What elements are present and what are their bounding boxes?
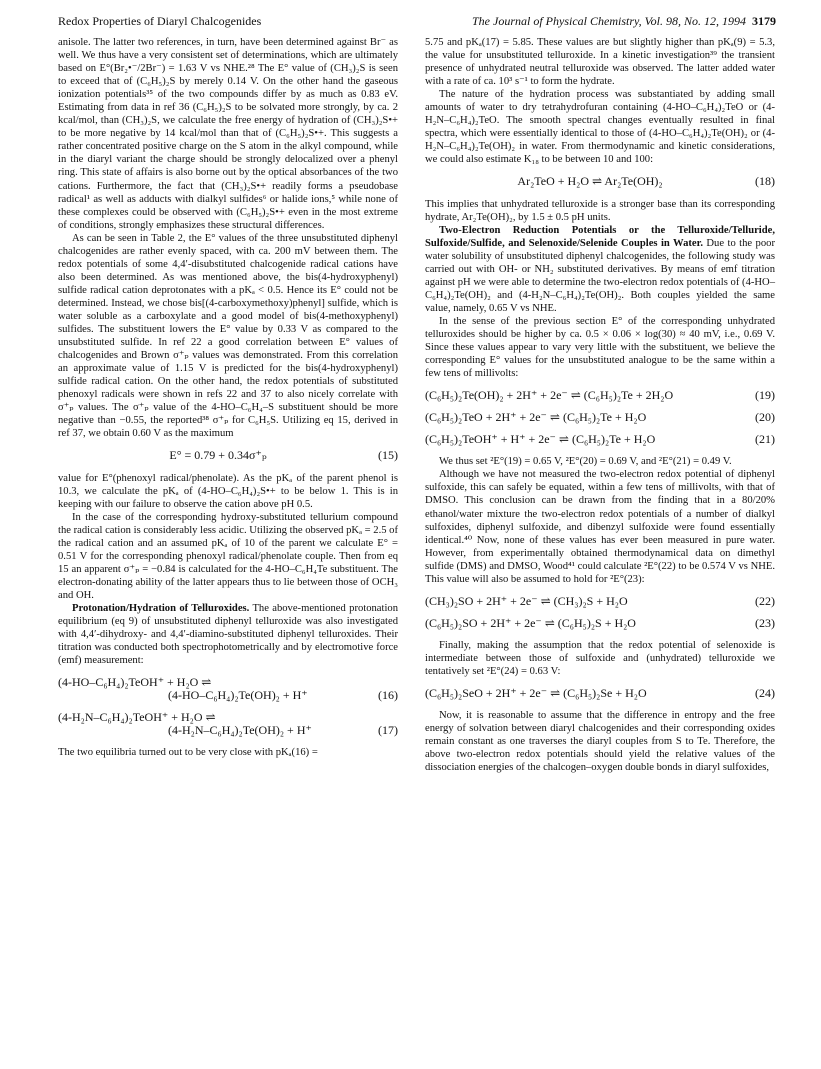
equation-body: E° = 0.79 + 0.34σ⁺ₚ: [169, 448, 267, 463]
paragraph: Now, it is reasonable to assume that the difference in entropy and the free energy of solvation between diaryl chalcogenides and their corresponding oxides remain constant as one traverses the diaryl couples from S to Te. Therefore, the above two-electron redox potentials should yield the relative values of the dissociation energies of the chalcogen–oxygen double bonds in diaryl sulfoxides,: [425, 710, 775, 774]
equation-body: (C₆H₅)₂Te(OH)₂ + 2H⁺ + 2e⁻ ⇌ (C₆H₅)₂Te + 2H₂O: [425, 388, 674, 403]
paragraph-text: The above-mentioned protonation equilibrium (eq 9) of unsubstituted diphenyl telluroxide was also investigated with 4,4′-dihydroxy- and 4,4′-diamino-substituted diphenyl telluroxides. Their titration was conducted both spectrophotometrically and by electromotive force (emf) measurement:: [58, 602, 398, 667]
paragraph: This implies that unhydrated telluroxide is a stronger base than its corresponding hydrate, Ar₂Te(OH)₂, by 1.5 ± 0.5 pH units.: [425, 198, 775, 223]
paragraph: anisole. The latter two references, in turn, have been determined against Br⁻ as well. We thus have a very consistent set of determinations, which are ultimately based on E°(Br₂•⁻/2Br⁻) = 1.63 V vs NHE.²⁸ The E° value of (CH₃)₂S is seen to exceed that of (C₆H₅)₂S by merely 0.14 V. On the other hand the gaseous ionization potentials³⁵ of the two compounds differ by as much as 0.83 eV. Estimating from data in ref 36 (C₆H₅)₂S to be solvated more strongly, by ca. 2 kcal/mol, than (CH₃)₂S, we calculate the free energy of hydration of (CH₃)₂S•+ to be more negative by 14 kcal/mol than that of (C₆H₅)₂S•+. This suggests a rather concentrated positive charge on the S atom in the alkyl compound, while in the diaryl variant the charge should be strongly delocalized over a phenyl ring. This state of affairs is also borne out by the optical absorbances of the two cations. Furthermore, the fact that (CH₃)₂S•+ readily forms a pseudobase radical¹ as well as adducts with dialkyl sulfides⁶ or halide ions,⁵ while none of these complexes could be observed with (C₆H₅)₂S•+ even in the most extreme of conditions, strongly emphasizes these structural differences.: [58, 37, 398, 231]
equation-20: [425, 411, 775, 424]
paragraph: In the sense of the previous section E° of the corresponding unhydrated telluroxides should be higher by ca. 0.5 × 0.06 × log(30) ≈ 40 mV, i.e., 0.69 V. Since these values appear to vary very little with the substituent, we believe the corresponding E° values for the unsubstituted analogue to be the same within a few tens of millivolts:: [425, 315, 775, 380]
equation-body: (CH₃)₂SO + 2H⁺ + 2e⁻ ⇌ (CH₃)₂S + H₂O: [425, 593, 628, 608]
equation-number: (15): [378, 448, 398, 463]
equation-line: (4-H₂N–C₆H₄)₂TeOH⁺ + H₂O ⇌: [58, 710, 216, 725]
equation-18: [425, 175, 775, 188]
equation-19: [425, 389, 775, 402]
section-heading: Two-Electron Reduction Potentials or the Telluroxide/Telluride, Sulfoxide/Sulfide, and Selenoxide/Selenide Couples in Water.: [425, 224, 775, 249]
equation-number: (21): [755, 432, 775, 447]
equation-number: (23): [755, 615, 775, 630]
paragraph: As can be seen in Table 2, the E° values of the three unsubstituted diphenyl chalcogenides are rather evenly spaced, with ca. 200 mV between them. The redox potentials of some 4,4′-disubstituted chalcogenide radical cations have also been determined. As was mentioned above, the bis(4-hydroxyphenyl) sulfide radical cation deprotonates with a pKₐ < 0.5. Hence its E° could not be determined. Instead, we chose bis[(4-carboxymethoxy)phenyl] sulfide, which is water soluble as a carboxylate and a good model of bis(4-methoxyphenyl) sulfides. The substituent lowers the E° value by 0.33 V as compared to the unsubstituted sulfide. In ref 22 a good correlation between E° values of chalcogenides and Brown σ⁺ₚ values was demonstrated. From this correlation an approximate value of 1.15 V is predicted for the bis(4-hydroxyphenyl) sulfide radical cation. On the other hand, the redox potentials of substituted phenoxyl radicals were shown in refs 22 and 37 to also nicely correlate with σ⁺ₚ values. The σ⁺ₚ value of the 4-HO–C₆H₄–S substituent should be more negative than −0.55, the reported³⁸ σ⁺ₚ for C₆H₅S. Utilizing eq 15, derived in ref 37, we obtain 0.60 V as the maximum: [58, 232, 398, 440]
paragraph: We thus set ²E°(19) = 0.65 V, ²E°(20) = 0.69 V, and ²E°(21) = 0.49 V.: [439, 456, 732, 468]
equation-body: Ar₂TeO + H₂O ⇌ Ar₂Te(OH)₂: [517, 174, 663, 189]
section-heading: Protonation/Hydration of Telluroxides.: [72, 602, 250, 614]
equation-number: (16): [378, 688, 398, 703]
paragraph: 5.75 and pKₐ(17) = 5.85. These values are but slightly higher than pKₐ(9) = 5.3, the value for unsubstituted telluroxide. In a kinetic investigation³⁹ the transient presence of unhydrated neutral telluroxide was observed. The latter added water with a rate of ca. 10³ s⁻¹ to form the hydrate.: [425, 37, 775, 88]
paragraph: Finally, making the assumption that the redox potential of selenoxide is intermediate between those of sulfoxide and (unhydrated) telluroxide we tentatively set ²E°(24) = 0.63 V:: [425, 639, 775, 677]
paragraph: In the case of the corresponding hydroxy-substituted tellurium compound the radical cation is considerably less acidic. Utilizing the observed pKₐ = 2.5 of the radical cation and an assumed pKₐ of 10 of the parent we calculate E° = 0.51 V for the corresponding phenoxyl radical/phenolate couple. Then from eq 15 an apparent σ⁺ₚ = −0.84 is calculated for the 4-HO–C₆H₄Te substituent. The electron-donating ability of the latter appears thus to lie between those of OCH₃ and OH.: [58, 511, 398, 601]
left-column: [58, 36, 398, 759]
equation-line: (4-HO–C₆H₄)₂TeOH⁺ + H₂O ⇌: [58, 675, 212, 690]
running-title: Redox Properties of Diaryl Chalcogenides: [58, 14, 262, 28]
journal-name: The Journal of Physical Chemistry, Vol. 98, No. 12, 1994: [472, 14, 746, 28]
equation-21: [425, 433, 775, 446]
equation-number: (19): [755, 388, 775, 403]
equation-line: (4-HO–C₆H₄)₂Te(OH)₂ + H⁺: [168, 688, 308, 703]
journal-citation: [472, 14, 776, 29]
equation-17: [58, 711, 398, 737]
paragraph: [425, 224, 775, 315]
equation-line: (4-H₂N–C₆H₄)₂Te(OH)₂ + H⁺: [168, 723, 312, 738]
equation-body: (C₆H₅)₂TeOH⁺ + H⁺ + 2e⁻ ⇌ (C₆H₅)₂Te + H₂O: [425, 432, 656, 447]
equation-number: (22): [755, 593, 775, 608]
paragraph: The two equilibria turned out to be very close with pKₐ(16) =: [58, 747, 318, 759]
page-header: [58, 14, 776, 32]
equation-number: (24): [755, 686, 775, 701]
equation-body: (C₆H₅)₂SO + 2H⁺ + 2e⁻ ⇌ (C₆H₅)₂S + H₂O: [425, 615, 636, 630]
paragraph: [58, 602, 398, 667]
equation-15: [58, 449, 398, 462]
equation-body: (C₆H₅)₂TeO + 2H⁺ + 2e⁻ ⇌ (C₆H₅)₂Te + H₂O: [425, 410, 647, 425]
page-number: 3179: [752, 14, 776, 28]
paragraph: The nature of the hydration process was substantiated by adding small amounts of water to dry tetrahydrofuran containing (4-HO–C₆H₄)₂TeO or (4-H₂N–C₆H₄)₂TeO. The smooth spectral changes eventually resulted in final spectra, which were essentially identical to those of (4-HO–C₆H₄)₂Te(OH)₂ or (4-H₂N–C₆H₄)₂Te(OH)₂ in water. From thermodynamic and kinetic considerations, we could also estimate K₁₈ to be between 10 and 100:: [425, 89, 775, 166]
equation-24: [425, 687, 775, 700]
equation-22: [425, 595, 775, 608]
equation-16: [58, 676, 398, 702]
paragraph-text: Due to the poor water solubility of unsubstituted diphenyl chalcogenides, the following study was carried out with OH- or NH₂ substituted derivatives. By means of emf titration against pH we were able to determine the two-electron redox potentials of (4-HO–C₆H₄)₂Te(OH)₂ and (4-H₂N–C₆H₄)₂Te(OH)₂. Both couples yielded the same value, namely, 0.65 V vs NHE.: [425, 237, 775, 314]
equation-body: (C₆H₅)₂SeO + 2H⁺ + 2e⁻ ⇌ (C₆H₅)₂Se + H₂O: [425, 686, 647, 701]
paragraph: value for E°(phenoxyl radical/phenolate). As the pKₐ of the parent phenol is 10.3, we calculate the pKₐ of (4-HO–C₆H₄)₂S•+ to be below 1. This is in keeping with our failure to observe the cation above pH 0.5.: [58, 472, 398, 510]
equation-number: (18): [755, 174, 775, 189]
equation-23: [425, 617, 775, 630]
equation-number: (20): [755, 410, 775, 425]
equation-number: (17): [378, 723, 398, 738]
right-column: [425, 36, 775, 774]
paragraph: Although we have not measured the two-electron redox potential of diphenyl sulfoxide, this can safely be equated, within a few tens of millivolts, with that of DMSO. This conclusion can be drawn from the finding that in a 80/20% ethanol/water mixture the two-electron redox potentials of a number of dialkyl sulfoxides, diphenyl sulfoxide, and dibenzyl sulfoxide were found essentially identical.⁴⁰ Now, none of these values has ever been measured in pure water. However, from experimentally obtained thermodynamical data on dimethyl sulfide (DMS) and DMSO, Wood⁴¹ could calculate ²E°(22) to be 0.574 V vs NHE. This value will also be assumed to hold for ²E°(23):: [425, 469, 775, 585]
